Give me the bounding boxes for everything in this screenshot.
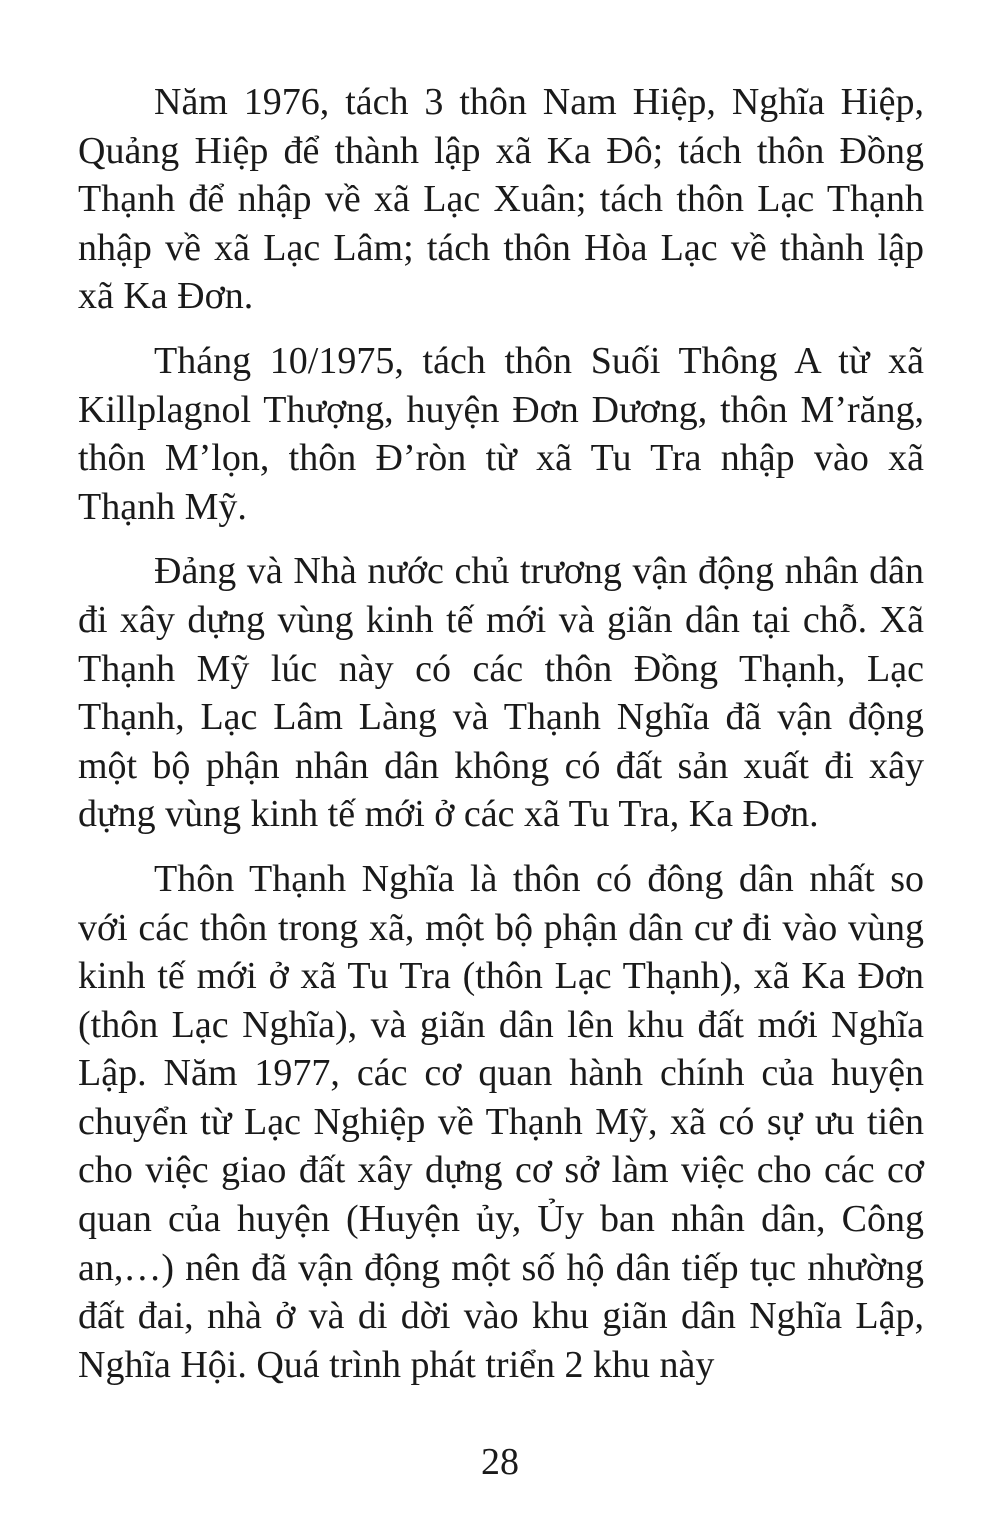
- body-text: [78, 78, 924, 1405]
- paragraph-1: Năm 1976, tách 3 thôn Nam Hiệp, Nghĩa Hiệp, Quảng Hiệp để thành lập xã Ka Đô; tách thôn Đồng Thạnh để nhập về xã Lạc Xuân; tách thôn Lạc Thạnh nhập về xã Lạc Lâm; tách thôn Hòa Lạc về thành lập xã Ka Đơn.: [78, 81, 924, 318]
- paragraph-3: Đảng và Nhà nước chủ trương vận động nhân dân đi xây dựng vùng kinh tế mới và giãn dân tại chỗ. Xã Thạnh Mỹ lúc này có các thôn Đồng Thạnh, Lạc Thạnh, Lạc Lâm Làng và Thạnh Nghĩa đã vận động một bộ phận nhân dân không có đất sản xuất đi xây dựng vùng kinh tế mới ở các xã Tu Tra, Ka Đơn.: [78, 550, 924, 836]
- paragraph-4: Thôn Thạnh Nghĩa là thôn có đông dân nhất so với các thôn trong xã, một bộ phận dân cư đi vào vùng kinh tế mới ở xã Tu Tra (thôn Lạc Thạnh), xã Ka Đơn (thôn Lạc Nghĩa), và giãn dân lên khu đất mới Nghĩa Lập. Năm 1977, các cơ quan hành chính của huyện chuyển từ Lạc Nghiệp về Thạnh Mỹ, xã có sự ưu tiên cho việc giao đất xây dựng cơ sở làm việc cho các cơ quan của huyện (Huyện ủy, Ủy ban nhân dân, Công an,…) nên đã vận động một số hộ dân tiếp tục nhường đất đai, nhà ở và di dời vào khu giãn dân Nghĩa Lập, Nghĩa Hội. Quá trình phát triển 2 khu này: [78, 857, 924, 1386]
- page-number: 28: [481, 1441, 519, 1483]
- paragraph-2: Tháng 10/1975, tách thôn Suối Thông A từ xã Killplagnol Thượng, huyện Đơn Dương, thôn M’răng, thôn M’lọn, thôn Đ’ròn từ xã Tu Tra nhập vào xã Thạnh Mỹ.: [78, 339, 924, 528]
